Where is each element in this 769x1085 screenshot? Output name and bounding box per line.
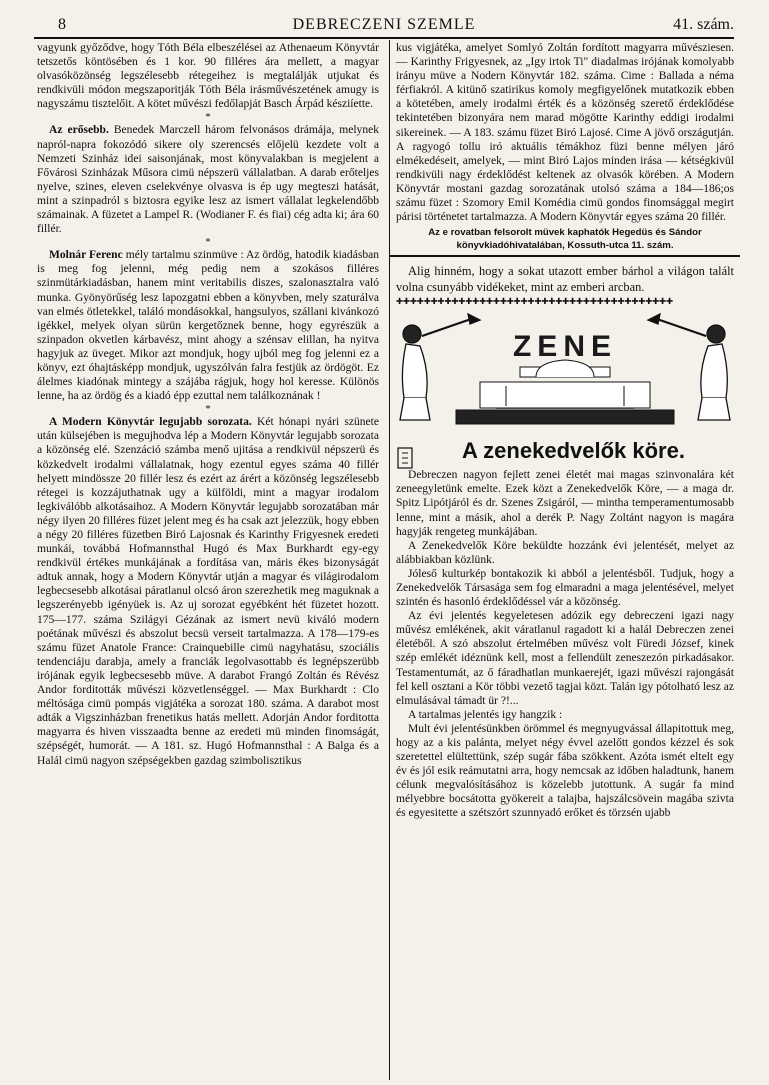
zene-banner-title: ZENE bbox=[512, 330, 617, 364]
asterisk-divider: * bbox=[205, 112, 211, 124]
bookshop-note: Az e rovatban felsorolt müvek kaphatók Hegedüs és Sándor könyvkiadóhivatalában, Kossuth-utca 11. szám. bbox=[428, 227, 702, 251]
column-divider bbox=[389, 40, 390, 1080]
section-rule bbox=[390, 255, 740, 257]
zene-banner bbox=[396, 312, 734, 430]
article-heading: Az erősebb. bbox=[49, 124, 109, 137]
decorative-initial-icon bbox=[396, 446, 416, 470]
asterisk-divider: * bbox=[205, 404, 211, 416]
section-title: A zenekedvelők köre. bbox=[462, 438, 685, 464]
right-column bbox=[396, 41, 734, 821]
article-text: Benedek Marczell három felvonásos drámája, melynek napról-napra fokozódó sikere oly szerencsés előjelü kezdete volt a Nemzeti Szinház idei saisonjának, most könyvalakban is megjelent a Fővárosi Szinházak Műsora cimü népszerü vállalatban. A darab erőteljes nyelve, szines, eleven cselekvénye olvasva is ép ugy megteszi hatását, mint a szinpadról s biztosra egyike lesz az ismert vállalat legkelendőbb számainak. A füzetet a Lampel R. (Wodianer F. és fiai) cég adta ki; ára 60 fillér. bbox=[37, 124, 380, 236]
paragraph-tartalmas-jelentes: A tartalmas jelentés igy hangzik : bbox=[408, 708, 563, 721]
article-text: Két hónapi nyári szünete után külsejében is megujhodva lép a Modern Könyvtár legujabb sorozata a közönség elé. Szenzáció számba menő ujitása a rendkivül népszerü és közkedvelt irodalmi vállalatnak, hogy ezentul egyes száma 40 fillér helyett mindössze 20 fillér lesz és ezért az árért a közönség legszélesebb rétegei is kozzájuthatnak ugy a külföldi, mint a magyar irodalom legkiválóbb alkotásaihoz. A Modern Könyvtár legujabb sorozatában már négy ilyen 20 filléres füzet jelent meg és ha csak azt jelezzük, hogy ebben a négy 20 filléres füzetben Biró Lajosnak és Karinthy Frigyesnek eredeti munkái, továbbá Hofmannsthal Hugó és Max Burkhardt egy-egy rendkivül értékes munkájának a fordítása van, máris ékes bizonyságát adtuk annak, hogy a Modern Könyvtár utján a magyar és világirodalom legbecsesebb alkotásai páratlanul olcsó áron szerezhetik meg maguknak a legszerényebb igényüek is. Az uj sorozat egyébként hét füzetet hozott. 175—177. száma Szilágyi Gézának az ismert nevü kiváló modern poétának művészi és abszolut becsü verseit tartalmazza. A 178—179-es számu füzet Anatole France: Crainquebille cimü nagyhatásu, szociális tendenciáju darabja, amely a franciák legolvasottabb és legnépszerübb irójának egyik legbecsesebb müve. A darabot Frangó Zoltán és Révész Andor forditották művészi közvetlenséggel. — Max Burkhardt : Clo méltósága cimü pompás vigjátéka a sorozat 180. száma. A darabot most adták a Vigszinházban frenetikus hatás mellett. Adorján Andor forditotta magyarra és hiven visszaadta benne az eredeti mü minden finomságát, szépségét, humorát. — A 181. sz. Hugó Hofmannsthal : A Balga és a Halál cimü nagyon szépségekben gazdag szimbolisztikus bbox=[37, 416, 379, 767]
paragraph-molnar-ferenc bbox=[37, 248, 379, 403]
journal-title: DEBRECZENI SZEMLE bbox=[292, 16, 476, 33]
paragraph-mult-evi: Mult évi jelentésünkben örömmel és megnyugvással állapitottuk meg, hogy az a kis palánta, melyet négy évvel azelőtt gondos kézzel és sok szeretettel elültettünk, szép sugár fába szökkent. Azóta ismét eltelt egy év és jól esik reámutatni arra, hogy nemcsak az időben haladtunk, hanem célunk megvalósításához is közelebb jutottunk. A sugár fa mind mélyebbre bocsátotta gyökereit a talajba, hajszálcsövein magába szivta és egyesitette a szétszórt szunnyadó erőket és törzsén ujabb bbox=[396, 722, 734, 820]
aphorism-quote: Alig hinném, hogy a sokat utazott ember bárhol a világon talált volna csunyább vidékeket, mint az emberi arcban. bbox=[396, 264, 734, 295]
paragraph-az-erosebb bbox=[37, 123, 379, 236]
asterisk-divider: * bbox=[205, 237, 211, 249]
article-heading: Molnár Ferenc bbox=[49, 249, 123, 262]
page-number: 8 bbox=[58, 16, 66, 33]
paragraph-modern-konyvtar bbox=[37, 415, 379, 767]
stage-drawing bbox=[456, 360, 674, 424]
paragraph-furedi-jozsef: Az évi jelentés kegyeletesen adózik egy debreczeni igazi nagy művész emlékének, akit váratlanul ragadott ki a halál Debreczen zenei életéből. A szó abszolut értelmében művész volt Füredi József, kinek szép emlékét idéznünk kell, most a fellendült zeneszezón pirkadásakor. Testamentumát, az ő fáradhatlan munkaerejét, igazi művészi rajongását fel kell osztani a Kör többi vezető tagjai közt. Talán igy pótolható lesz az elmulásával támadt ür ?!... bbox=[396, 610, 734, 707]
left-column bbox=[37, 41, 379, 768]
article-heading: A Modern Könyvtár legujabb sorozata. bbox=[49, 416, 252, 429]
cross-ornament-row: ✚✚✚✚✚✚✚✚✚✚✚✚✚✚✚✚✚✚✚✚✚✚✚✚✚✚✚✚✚✚✚✚✚✚✚✚✚✚✚✚ bbox=[396, 297, 673, 308]
paragraph-toth-bela: vagyunk győződve, hogy Tóth Béla elbeszélései az Athenaeum Könyvtár tetszetős köntösében és 1 kor. 90 filléres ára mellett, a magyar olvasóközönség legszélesebb rétegeihez is megtalálják utjukat és rendkivüli módon megszaporitják Tóth Béla irásművészetének amugy is nagyszámu tisztelőit. A kötet művészi fedőlapját Basch Árpád késziíette. bbox=[37, 42, 379, 111]
paragraph-debreczen-zene: Debreczen nagyon fejlett zenei életét mai magas szinvonalára két zeneegyletünk emelte. Ezek közt a Zenekedvelők Köre, — a maga dr. Spitz Lipótjáról és dr. Szenes Zsigáról, — mintha temperamentumosabb lenne, mint a másik, ahol a derék P. Nagy Zoltánt nagyon is magára hagyják rengeteg munkájában. bbox=[396, 469, 734, 538]
paragraph-modern-konyvtar-cont: kus vigjátéka, amelyet Somlyó Zoltán fordított magyarra művésziesen. — Karinthy Frigyesnek, az „Igy irtok Ti" diadalmas irójának komolyabb irányu müve a Nodern Könyvtár 182. száma. Cime : Ballada a néma férfiakról. A kitünő szatirikus komoly megfigyelőnek mutatkozik ebben a kötetében, amely irodalmi érték és a közönség szerető érdeklődése tekintetében bizonyára nem marad mögötte Karinthy eddigi irodalmi sikereinek. — A 183. számu füzet Biró Lajosé. Cime A jövő országutján. A ragyogó tollu iró aktuális témákhoz füzi benne mélyen járó elmékedéseit, amelyek, — mint Biró Lajos minden irása — kétségkivül rendkivüli nagy érdeklődést keltenek az olvasók körében. A Modern Könyvtár mostani gazdag sorozatának utolsó száma a 184—186;os számu füzet : Szomory Emil Komédia cimü gondos finomsággal megirt párisi történetet tartalmazza. A Modern Könyvtár egyes száma 20 fillér. bbox=[396, 42, 734, 224]
issue-number: 41. szám. bbox=[673, 16, 734, 33]
paragraph-kulturkep: Jóleső kulturkép bontakozik ki abból a jelentésből. Tudjuk, hogy a Zenekedvelők Társasága sem fog elmaradni a maga jelentésével, melyet szintén és hasonló érdeklődéssel vár a közönség. bbox=[396, 567, 734, 609]
page-header bbox=[34, 6, 734, 36]
header-rule bbox=[34, 37, 734, 39]
article-text: mély tartalmu szinmüve : Az ördög, hatodik kiadásban is meg fog jelenni, még pedig nem a szokásos filléres szinmütárkiadásban, hanem mint veritabilis diszes, szalonasztalra való munka. Gyönyörűség lesz lapozgatni ebben a könyvben, mely szaturálva van elmés ötletekkel, találó mondásokkal, hangsulyos, szállani kivánkozó igékkel, melyek olyan sürün kergetőznek benne, hogy egyrészük a szinpadon okvetlen kárbavész, mint ahogy a szénsav elillan, ha nyitva hagyjuk az üveget. Mikor azt mondjuk, hogy ujból meg fog jelenni ez a könyv, ezt óhajtásképp mondjuk, ugyszólván falra festjük az ördögöt. Ez álelmes kiadónak mintegy a szájába rágjuk, hogy hol keresse. Különös lenne, ha az ördög és a kiadó épp ezuttal nem találkoznának ! bbox=[37, 249, 379, 403]
paragraph-jelentes: A Zenekedvelők Köre beküldte hozzánk évi jelentését, melyet az alábbiakban közlünk. bbox=[396, 539, 734, 566]
